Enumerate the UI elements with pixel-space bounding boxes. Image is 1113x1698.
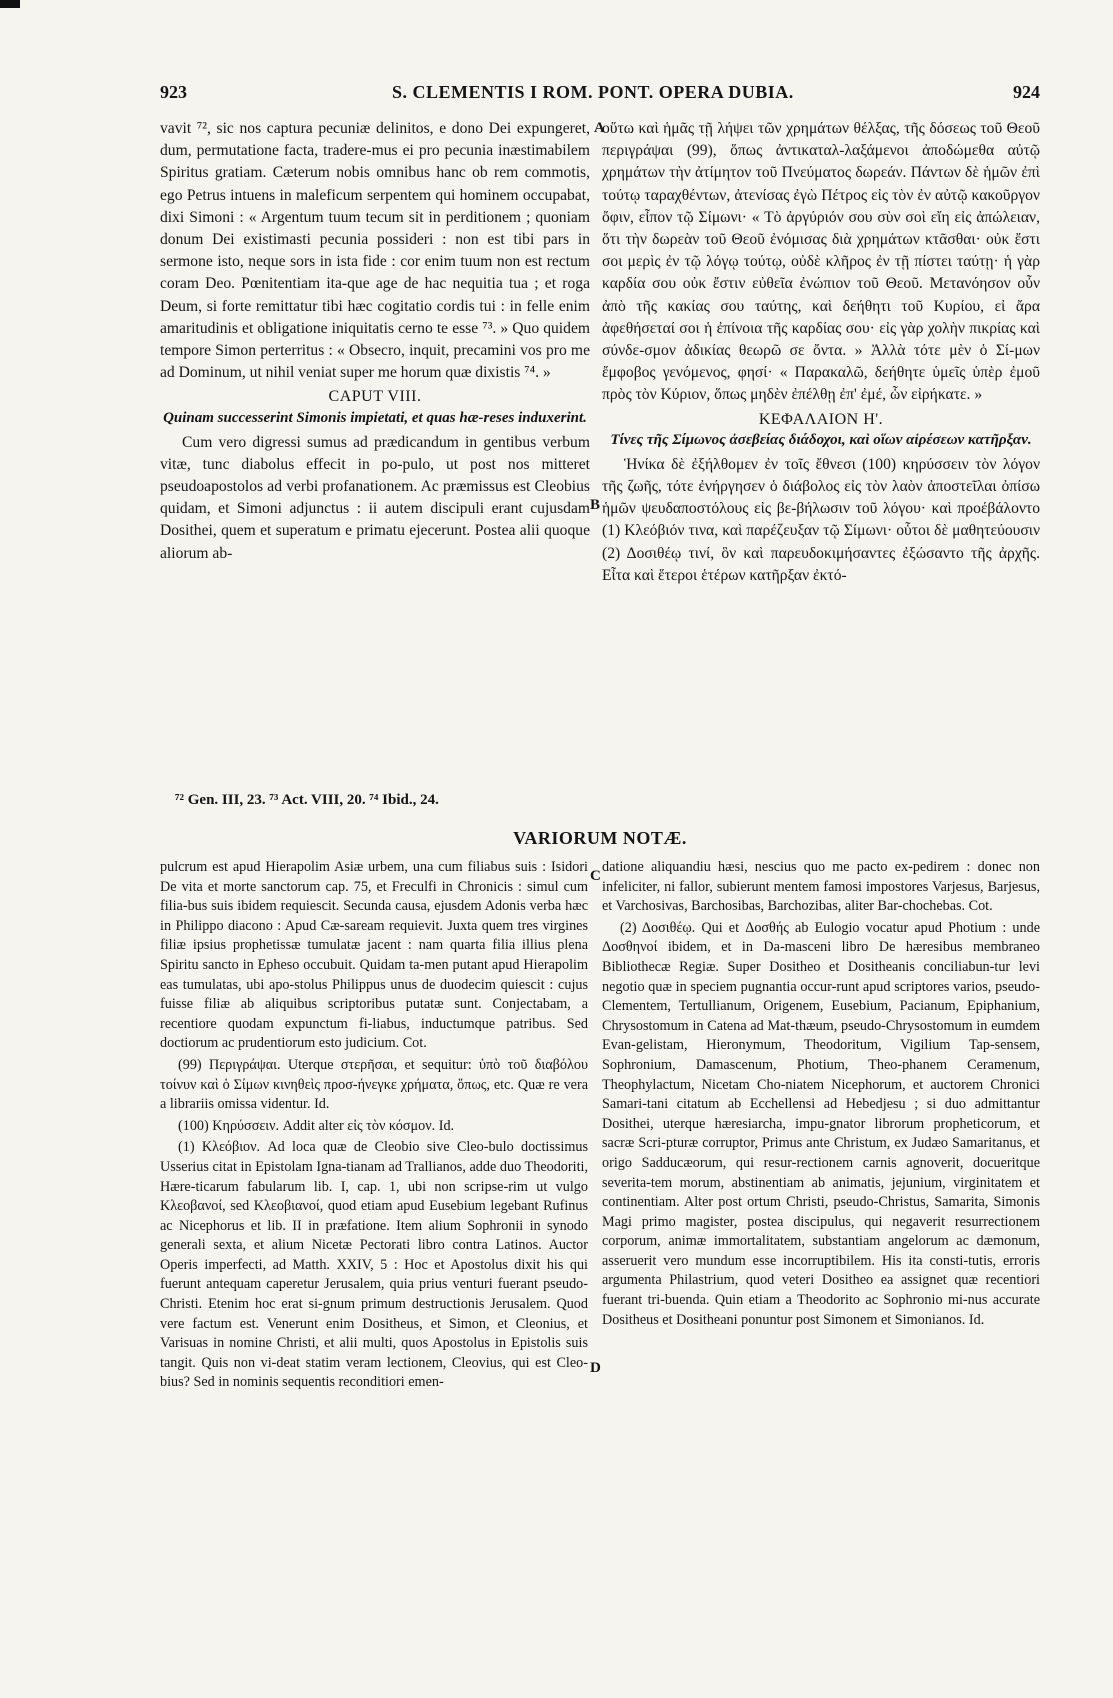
page-number-right: 924 xyxy=(1013,82,1040,102)
greek-column xyxy=(602,118,1040,587)
notes-right-column xyxy=(602,858,1040,1332)
section-marker-b: B xyxy=(590,497,601,513)
section-marker-c: C xyxy=(590,868,601,884)
latin-column xyxy=(160,118,590,565)
scan-edge-mark xyxy=(0,0,20,8)
latin-chapter-heading: CAPUT VIII. xyxy=(328,388,422,406)
notes-title: VARIORUM NOTÆ. xyxy=(513,828,687,848)
latin-paragraph-1: vavit ⁷², sic nos captura pecuniæ delinitos, e dono Dei expungeret, dum, permutatione facta, tradere-mus ei pro pecunia inæstimabilem Spiritus gratiam. Cæterum nobis omnibus hanc ob rem commotis, ego Petrus intuens in maleficum serpentem qui hominem occupabat, dixi Simoni : « Argentum tuum tecum sit in perditionem ; quoniam donum Dei existimasti pecunia possideri : non est tibi pars in sermone isto, neque sors in ista fide : cor enim tuum non est rectum coram Deo. Pœnitentiam ita-que age de hac nequitia tua ; et roga Deum, si forte remittatur tibi hæc cogitatio cordis tui : in felle enim amaritudinis et obligatione iniquitatis cerno te esse ⁷³. » Quo quidem tempore Simon perterritus : « Obsecro, inquit, precamini vos pro me ad Dominum, ut nihil veniat super me horum quæ dixistis ⁷⁴. » xyxy=(160,120,590,382)
greek-paragraph-1: οὕτω καὶ ἡμᾶς τῇ λήψει τῶν χρημάτων θέλξας, τῆς δόσεως τοῦ Θεοῦ περιγράψαι (99), ὅπως ἀντικαταλ-λαξάμενοι ἀποδώμεθα αὐτῷ χρημάτων τὴν ἀτίμητον τοῦ Πνεύματος δωρεάν. Πάντων δὲ ἡμῶν ἐπὶ τούτῳ ταραχθέντων, ἀτενίσας ἐγὼ Πέτρος εἰς τὸν ἐν αὐτῷ κακοῦργον ὄφιν, εἶπον τῷ Σίμωνι· « Τὸ ἀργύριόν σου σὺν σοὶ εἴη εἰς ἀπώλειαν, ὅτι τὴν δωρεὰν τοῦ Θεοῦ ἐνόμισας διὰ χρημάτων κτᾶσθαι· οὐκ ἔστι σοι μερὶς ἐν τῷ λόγῳ τούτῳ, οὐδὲ κλῆρος ἐν τῇ πίστει ταύτῃ· ἡ γὰρ καρδία σου οὐκ ἔστιν εὐθεῖα ἐνώπιον τοῦ Θεοῦ. Μετανόησον οὖν ἀπὸ τῆς κακίας σου ταύτης, καὶ δεήθητι τοῦ Κυρίου, εἰ ἄρα ἀφεθήσεταί σοι ἡ ἐπίνοια τῆς καρδίας σου· εἰς γὰρ χολὴν πικρίας καὶ σύνδε-σμον ἀδικίας θεωρῶ σε ὄντα. » Ἀλλὰ τότε μὲν ὁ Σί-μων ἔμφοβος γενόμενος, φησί· « Παρακαλῶ, δεήθητε ὑμεῖς ὑπὲρ ἐμοῦ πρὸς τὸν Κύριον, ὅπως μηδὲν ἐπέλθῃ ἐπ' ἐμέ, ὧν εἰρήκατε. » xyxy=(602,120,1040,404)
greek-chapter-heading: ΚΕΦΑΛΑΙΟΝ Η'. xyxy=(758,410,884,428)
section-marker-a: A xyxy=(594,120,605,136)
note-1: (1) Κλεόβιον. Ad loca quæ de Cleobio sive Cleo-bulo doctissimus Usserius citat in Epistolam Igna-tianam ad Trallianos, adde duo Theodoriti, Hære-ticarum fabularum lib. I, cap. 1, ubi non scripse-rim ut vulgo Κλεοβανοί, sed Κλεοβιανοί, quod etiam apud Eusebium legebant Rufinus ac Nicephorus et lib. II in præfatione. Item alium Sophronii in synodo generali sexta, et alium Nicetæ Pectorati libro contra Latinos. Auctor Operis imperfecti, ad Matth. XXIV, 5 : Hoc et Apostolus dixit his qui fuerunt antequam caperetur Jerusalem, quia prius venturi fuerant pseudo-Christi. Etenim hoc erat si-gnum primum destructionis Jerusalem. Quod vere factum est. Venerunt enim Dositheus, et Simon, et Cleonius, et Varisuas in nomine Christi, et alii multi, quos Apostolus in Epistolis suis tangit. Quis non vi-deat statim veram lectionem, Cleovius, qui est Cleo-bius? Sed in nominis sequentis reconditiori emen- xyxy=(160,1139,588,1391)
scripture-footnotes: ⁷² Gen. III, 23. ⁷³ Act. VIII, 20. ⁷⁴ Ibid., 24. xyxy=(175,792,439,808)
running-header xyxy=(160,82,1040,108)
greek-chapter-subtitle: Τίνες τῆς Σίμωνος ἀσεβείας διάδοχοι, καὶ οἵων αἱρέσεων κατῆρξαν. xyxy=(610,431,1032,448)
section-marker-d: D xyxy=(590,1360,601,1376)
greek-paragraph-2: Ἡνίκα δὲ ἐξήλθομεν ἐν τοῖς ἔθνεσι (100) κηρύσσειν τὸν λόγον τῆς ζωῆς, τότε ἐνήργησεν ὁ διάβολος εἰς τὸν λαὸν ἀποστεῖλαι ὀπίσω ἡμῶν ψευδαποστόλους εἰς βε-βήλωσιν τοῦ λόγου· καὶ προέβάλοντο (1) Κλεόβιόν τινα, καὶ παρέζευξαν τῷ Σίμωνι· οὗτοι δὲ μαθητεύουσιν (2) Δοσιθέῳ τινί, ὃν καὶ παρευδοκιμήσαντες ἐξώσαντο τῆς ἀρχῆς. Εἶτα καὶ ἕτεροι ἑτέρων κατῆρξαν ἐκτό- xyxy=(602,455,1040,584)
note-100: (100) Κηρύσσειν. Addit alter εἰς τὸν κόσμον. Id. xyxy=(178,1117,455,1134)
note-99: (99) Περιγράψαι. Uterque στερῆσαι, et sequitur: ὑπὸ τοῦ διαβόλου τοίνυν καὶ ὁ Σίμων κινηθεὶς προσ-ήνεγκε χρήματα, ὅπως, etc. Quæ re vera a librariis omissa videntur. Id. xyxy=(160,1056,588,1113)
note-continuation-right: datione aliquandiu hæsi, nescius quo me pacto ex-pedirem : donec non infeliciter, ni fallor, subierunt mentem famosi impostores Varjesus, Barjesus, et Varchosivas, Barchosibas, Barchozibas, aliter Bar-chochebas. Cot. xyxy=(602,859,1040,915)
note-2: (2) Δοσιθέῳ. Qui et Δοσθής ab Eulogio vocatur apud Photium : unde Δοσθηνοί ibidem, et in Da-masceni libro De hæresibus membraneo Bibliothecæ Regiæ. Super Dositheo et Dositheanis conciliabun-tur levi negotio quæ in speciem pugnantia occur-runt apud scriptores varios, pseudo-Clementem, Tertullianum, Origenem, Eusebium, Pacianum, Epiphanium, Chrysostomum in Catena ad Mat-thæum, pseudo-Chrysostomum in eumdem Evan-gelistam, Hieronymum, Theodoritum, Vigilium Tap-sensem, Sophronium, Damascenum, Photium, Theo-phanem Ceramenum, Theophylactum, Nicetam Cho-niatem Nicephorum, et auctorem Chronici Samari-tani citatum ab Ecchellensi ad Hebedjesu ; si duo admittantur Dosithei, uterque hæresiarcha, impu-gnator librorum propheticorum, et sacræ Scri-pturæ corruptor, Primus ante Christum, ex Judæo Samaritanus, et origo Sadducæorum, qui resur-rectionem carnis agnoverit, docueritque severita-tem morum, abstinentiam ab animatis, jejunium, virginitatem et continentiam. Alter post ortum Christi, pseudo-Christus, Samarita, Simonis Magi primo magister, postea discipulus, qui negaverit resurrectionem corporum, animæ immortalitatem, substantiam angelorum ac dæmonum, asseruerit vero mundum esse incorruptibilem. His ita consti-tutis, erroris argumenta Philastrium, quod veteri Dositheo ea assignet quæ recentiori fuerant tri-buenda. Quin etiam a Theodorito ac Sophronio mi-nus accurate Dositheus et Dositheani ponuntur post Simonem et Simonianos. Id. xyxy=(602,919,1040,1328)
latin-paragraph-2: Cum vero digressi sumus ad prædicandum in gentibus verbum vitæ, tunc diabolus effecit in po-pulo, ut post nos mitteret pseudoapostolos ad verbi profanationem. Ac præmissus est Cleobius quidam, et Simoni adjunctus : ii autem discipuli erant cujusdam Dosithei, quem et superatum e primatu ejecerunt. Postea alii quoque aliorum ab- xyxy=(160,433,590,562)
latin-chapter-subtitle: Quinam successerint Simonis impietati, et quas hæ-reses induxerint. xyxy=(163,409,587,426)
page-number-left: 923 xyxy=(160,82,187,102)
notes-left-column xyxy=(160,858,588,1395)
running-title: S. CLEMENTIS I ROM. PONT. OPERA DUBIA. xyxy=(392,82,794,102)
note-continuation-left: pulcrum est apud Hierapolim Asiæ urbem, una cum filiabus suis : Isidori De vita et morte sanctorum cap. 75, et Freculfi in Chronicis : simul cum filia-bus suis ibidem requiescit. Secunda causa, ejusdem Adonis verba hæc in Philippo diacono : Apud Cæ-saream requievit. Juxta quem tres virgines filiæ ipsius prophetissæ tumulatæ jacent : nam quarta filia illius plena Spiritu sancto in Epheso occubuit. Quidam ta-men putant apud Hierapolim eas tumulatas, ubi apo-stolus Philippus unus de duodecim quiescit : cujus fuisse filiæ ab aliquibus scriptoribus putatæ sunt. Conjectabam, a recentiore quodam expunctum fi-liabus, inductumque patribus. Sed doctiorum ac prudentiorum esto judicium. Cot. xyxy=(160,859,588,1052)
